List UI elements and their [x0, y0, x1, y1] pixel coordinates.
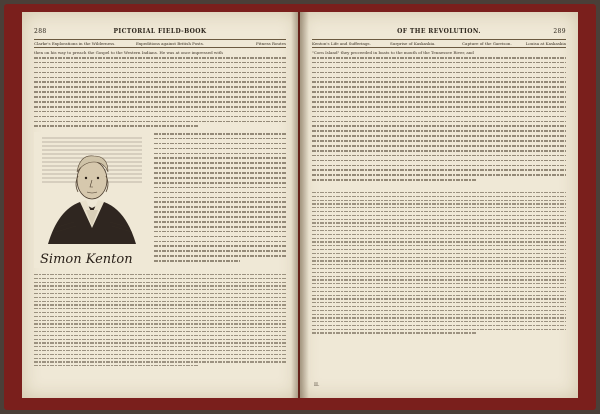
right-first-line: "Corn Island" they proceeded in boats to the mouth of the Tennessee River, and	[312, 50, 474, 55]
portrait-signature: Simon Kenton	[40, 252, 133, 267]
left-text-beside-portrait	[154, 133, 286, 265]
right-subhead-3: Capture of the Garrison.	[462, 41, 512, 46]
right-running-head	[312, 28, 566, 38]
open-book	[4, 4, 596, 410]
left-text-upper	[34, 57, 286, 130]
left-running-head	[34, 28, 286, 38]
left-running-title: PICTORIAL FIELD-BOOK	[113, 28, 207, 35]
right-subhead-4: Louisa at Kaskaskia	[525, 41, 566, 46]
signature-image	[36, 248, 146, 268]
left-page	[22, 12, 298, 398]
left-text-lower	[34, 274, 286, 369]
left-page-number: 288	[34, 28, 47, 35]
right-subhead-1: Kenton's Life and Sufferings.	[312, 41, 371, 46]
right-subhead	[312, 39, 566, 48]
right-text-footnotes	[312, 192, 566, 336]
left-subhead-1: Clarke's Explorations in the Wilderness.	[34, 41, 116, 46]
right-running-title: OF THE REVOLUTION.	[397, 28, 481, 35]
right-page	[300, 12, 578, 398]
right-page-number: 289	[553, 28, 566, 35]
right-subhead-2: Surprise of Kaskaskia.	[390, 41, 436, 46]
portrait-engraving	[34, 132, 150, 268]
left-subhead-3: Fitness Routes	[255, 41, 286, 46]
right-text-upper	[312, 57, 566, 184]
left-subhead	[34, 39, 286, 48]
left-subhead-2: Expeditions against British Posts.	[136, 41, 205, 46]
footnote-mark: II.	[314, 382, 320, 388]
left-first-line: then on his way to preach the Gospel to the Western Indians. He was at once impressed with	[34, 50, 223, 55]
